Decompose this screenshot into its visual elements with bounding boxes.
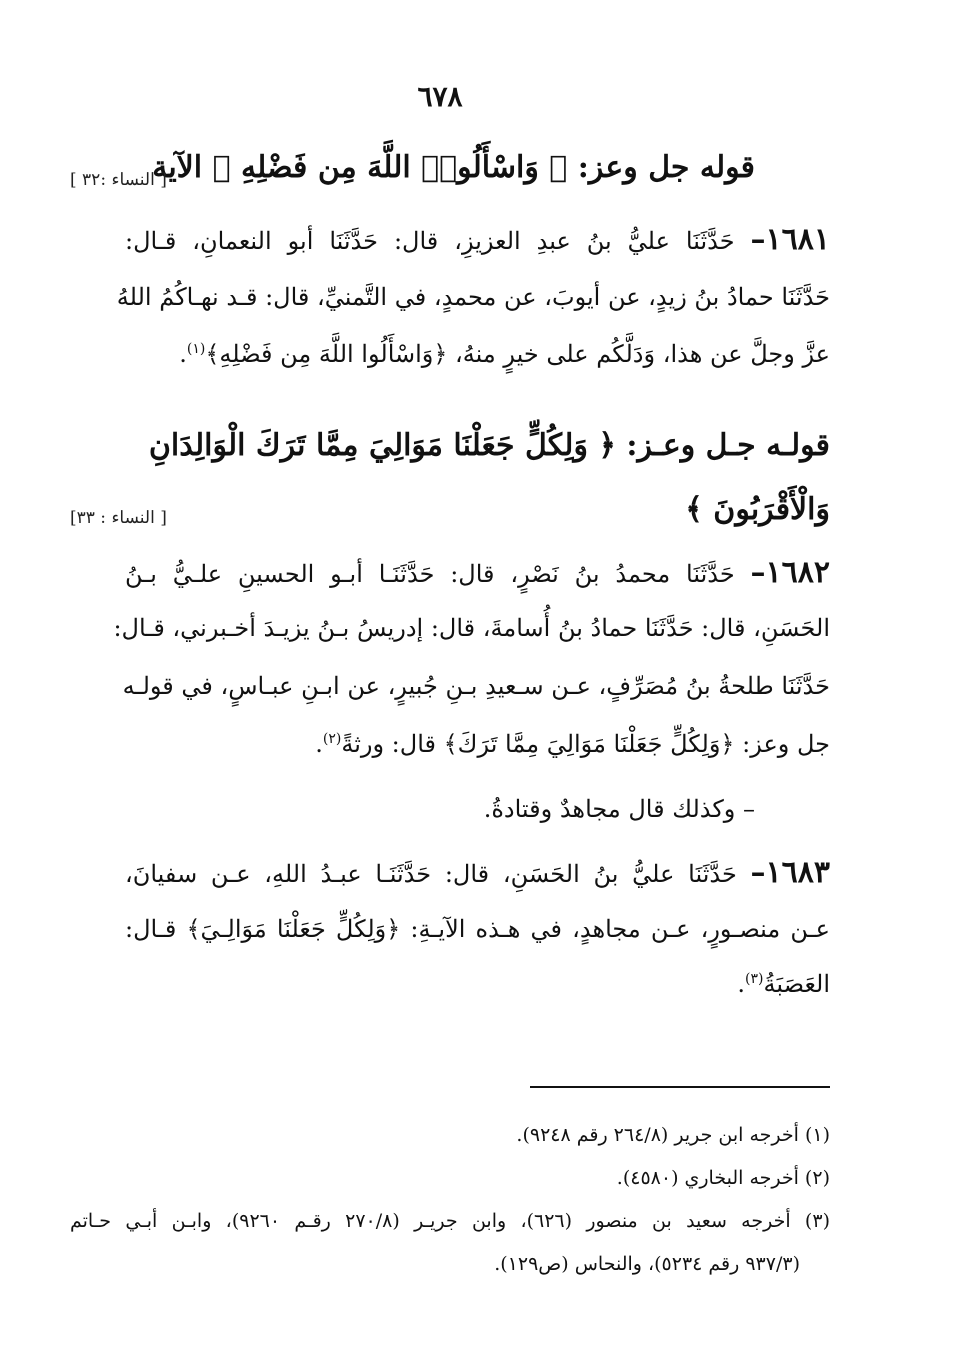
hadith-1682-line-4: جل وعز: ﴿وَلِكُلٍّ جَعَلْنَا مَوَالِيَ مِمَّا تَرَكَ﴾ قال: ورثةً$^{(٢)}$.	[315, 730, 830, 758]
hadith-number: ١٦٨٢–	[750, 555, 830, 590]
footnote-marker: (٢)	[322, 731, 342, 747]
heading-1-text: قوله جل وعز: ﴿ وَاسْأَلُوا۟ اللَّهَ مِن فَضْلِهِ ﴾ الآية	[152, 150, 755, 185]
hadith-1681-line-2: حَدَّثَنَا حمادُ بنُ زيدٍ، عن أيوبَ، عن محمدٍ، في التَّمنيِّ، قال: قـد نهـاكُمُ اللهُ	[116, 283, 830, 311]
heading-1-ref: [ النساء :٣٢ ]	[70, 170, 167, 190]
footnote-1: (١) أخرجه ابن جرير (٢٦٤/٨ رقم ٩٢٤٨).	[516, 1124, 830, 1146]
section-heading-2-line-2: وَالْأَقْرَبُونَ ﴾	[685, 492, 830, 527]
hadith-number: ١٦٨٣–	[750, 855, 830, 890]
page-number: ٦٧٨	[417, 80, 463, 113]
footnote-marker: (٣)	[745, 971, 764, 987]
hadith-1681-line-3: عزَّ وجلَّ عن هذا، وَدَلَّكُم على خيرٍ منهُ، ﴿وَاسْأَلُوا اللَّهَ مِن فَضْلِهِ﴾$^{(١)}$.	[179, 340, 830, 368]
section-heading-2-line-1: قولـه جـل وعـز: ﴿ وَلِكُلٍّ جَعَلْنَا مَوَالِيَ مِمَّا تَرَكَ الْوَالِدَانِ	[148, 428, 830, 463]
heading-2-ref: [ النساء : ٣٣]	[70, 508, 167, 528]
footnote-3-line-2: (٩٣٧/٣ رقم ٥٢٣٤)، والنحاس (ص١٢٩).	[494, 1253, 800, 1275]
footnote-separator	[530, 1086, 830, 1088]
hadith-1683-line-1: ١٦٨٣– حَدَّثَنَا عليُّ بنُ الحَسَنِ، قال: حَدَّثَنَـا عبـدُ اللهِ، عـن سفيانَ،	[125, 855, 830, 890]
hadith-number: ١٦٨١–	[750, 222, 830, 257]
hadith-1683-line-3: العَصَبَةُ$^{(٣)}$.	[737, 970, 830, 998]
footnote-2: (٢) أخرجه البخاري (٤٥٨٠).	[616, 1167, 830, 1189]
hadith-1682-line-1: ١٦٨٢– حَدَّثَنَا محمدُ بنُ نَصْرٍ، قال: حَدَّثَنَـا أبـو الحسينِ علـيُّ بـنُ	[125, 555, 830, 590]
hadith-1681-line-1: ١٦٨١– حَدَّثَنَا عليُّ بنُ عبدِ العزيزِ، قال: حَدَّثَنَا أبو النعمانِ، قـال:	[125, 222, 830, 257]
hadith-1682-line-2: الحَسَنِ، قال: حَدَّثَنَا حمادُ بنُ أُسامةَ، قال: إدريسُ بـنُ يزيـدَ أخـبرني، قـال:	[113, 614, 830, 642]
hadith-1682-note: – وكذلك قال مجاهدٌ وقتادةُ.	[483, 795, 755, 823]
footnote-marker: (١)	[186, 341, 206, 357]
footnote-3-line-1: (٣) أخرجه سعيد بن منصور (٦٢٦)، وابن جريـر (٢٧٠/٨ رقـم ٩٢٦٠)، وابـن أبـي حـاتم	[70, 1210, 830, 1232]
hadith-1683-line-2: عـن منصـورٍ، عـن مجاهدٍ، في هـذه الآيـةِ: ﴿وَلِكُلٍّ جَعَلْنَا مَوَالِـيَ﴾ قـال:	[125, 915, 830, 943]
hadith-1682-line-3: حَدَّثَنَا طلحةُ بنُ مُصَرِّفٍ، عـن سـعيدِ بـنِ جُبيرٍ، عن ابـنِ عبـاسٍ، في قولـه	[122, 672, 830, 700]
